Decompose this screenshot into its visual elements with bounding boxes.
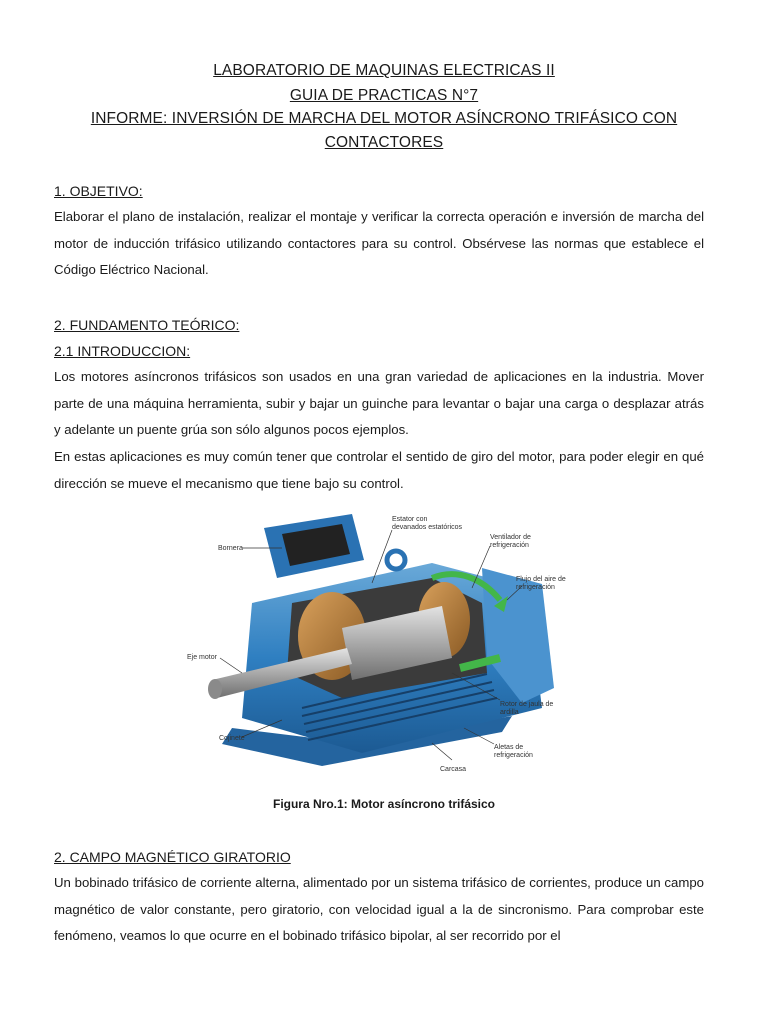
figure-caption: Figura Nro.1: Motor asíncrono trifásico xyxy=(272,797,496,811)
label-bornera: Bornera xyxy=(218,545,243,552)
label-rotor-line-2: ardilla xyxy=(500,709,519,716)
label-estator-line-1: Estator con xyxy=(392,516,428,523)
label-flujo-line-2: refrigeración xyxy=(516,584,555,591)
campo-paragraph: Un bobinado trifásico de corriente alterna, alimentado por un sistema trifásico de corrientes, produce un campo magnético de valor constante, pero giratorio, con velocidad igual a la de sincronismo. Para comprobar este fenómeno, veamos lo que ocurre en el bobinado trifásico bipolar, al ser recorrido por el xyxy=(54,875,704,944)
motor-figure xyxy=(182,508,594,780)
label-rotor-line-1: Rotor de jaula de xyxy=(500,701,554,708)
label-cojinete: Cojinete xyxy=(219,735,245,742)
shaft-end xyxy=(208,679,222,699)
section-heading-introduccion: 2.1 INTRODUCCION: xyxy=(54,343,191,359)
label-aletas-line-2: refrigeración xyxy=(494,752,533,759)
document-title-line-4: CONTACTORES xyxy=(324,134,444,151)
label-carcasa: Carcasa xyxy=(440,766,467,773)
section-heading-campo: 2. CAMPO MAGNÉTICO GIRATORIO xyxy=(54,849,291,865)
section-heading-objetivo: 1. OBJETIVO: xyxy=(54,183,143,199)
section-heading-fundamento: 2. FUNDAMENTO TEÓRICO: xyxy=(54,317,240,333)
document-title-line-2: GUIA DE PRACTICAS N°7 xyxy=(289,87,479,104)
introduccion-paragraph-2: En estas aplicaciones es muy común tener que controlar el sentido de giro del motor, para poder elegir en qué dirección se mueve el mecanismo que tiene bajo su control. xyxy=(54,449,704,491)
document-title-line-3: INFORME: INVERSIÓN DE MARCHA DEL MOTOR ASÍNCRONO TRIFÁSICO CON xyxy=(90,110,678,127)
label-estator-line-2: devanados estatóricos xyxy=(392,524,463,531)
label-ventilador-line-2: refrigeración xyxy=(490,542,529,549)
label-aletas-line-1: Aletas de xyxy=(494,744,524,751)
label-ventilador-line-1: Ventilador de xyxy=(490,534,531,541)
label-eje-motor: Eje motor xyxy=(187,654,217,661)
label-flujo-line-1: Flujo del aire de xyxy=(516,576,566,583)
lifting-eye xyxy=(387,551,405,569)
document-title-line-1: LABORATORIO DE MAQUINAS ELECTRICAS II xyxy=(213,62,555,79)
introduccion-paragraph-1: Los motores asíncronos trifásicos son usados en una gran variedad de aplicaciones en la industria. Mover parte de una máquina herramienta, subir y bajar un guinche para levantar o bajar una carga o desplazar atrás y adelante un puente grúa son sólo algunos pocos ejemplos. xyxy=(54,369,704,438)
motor-cutaway-illustration xyxy=(182,508,594,780)
objetivo-paragraph: Elaborar el plano de instalación, realizar el montaje y verificar la correcta operación e inversión de marcha del motor de inducción trifásico utilizando contactores para su control. Obsérvese las normas que establece el Código Eléctrico Nacional. xyxy=(54,209,704,278)
